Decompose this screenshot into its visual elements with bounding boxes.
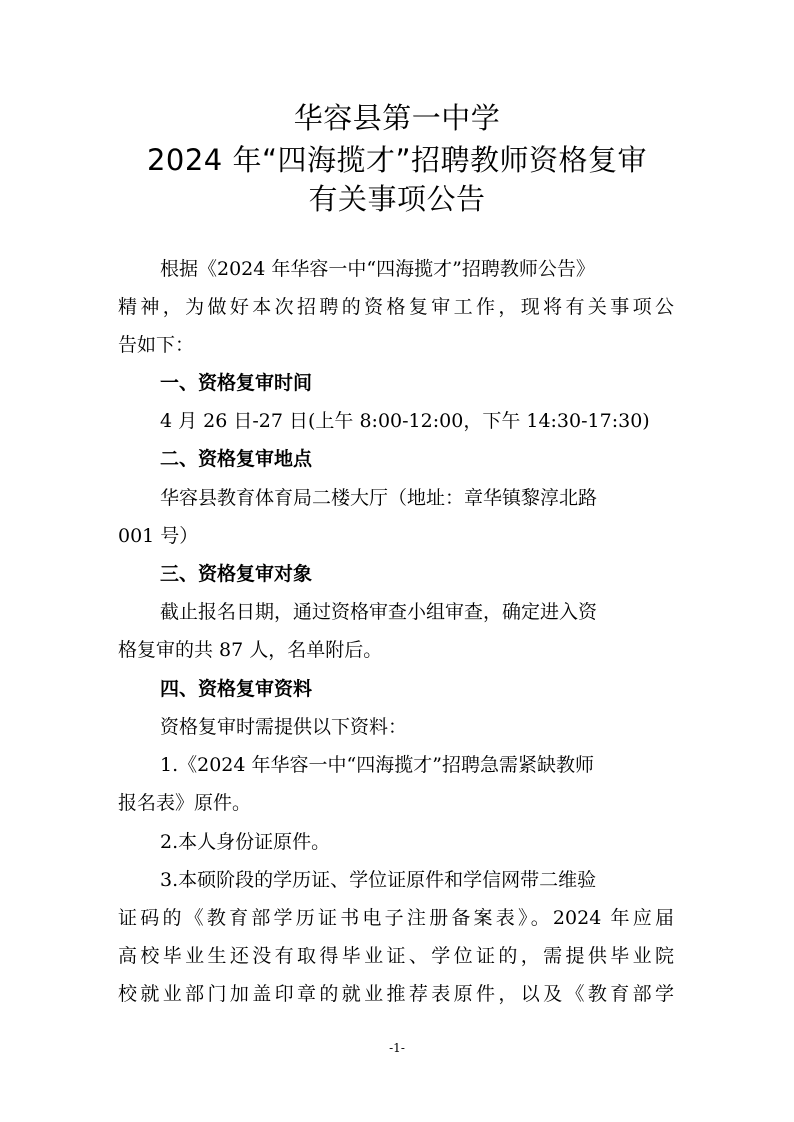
list-item-1-line-1: 1.《2024 年华容一中“四海揽才”招聘急需紧缺教师	[160, 754, 594, 776]
section-2-text-line-1: 华容县教育体育局二楼大厅（地址：章华镇黎淳北路	[160, 487, 598, 509]
list-item-3-line-4: 校就业部门加盖印章的就业推荐表原件，以及《教育部学	[118, 983, 674, 1005]
section-3-text-line-2: 格复审的共 87 人，名单附后。	[118, 639, 383, 661]
title-line-3: 有关事项公告	[308, 182, 486, 216]
section-4-intro: 资格复审时需提供以下资料：	[160, 716, 408, 738]
title-line-1: 华容县第一中学	[293, 101, 501, 135]
page-number: -1-	[389, 1041, 405, 1055]
list-item-1-line-2: 报名表》原件。	[118, 792, 252, 814]
section-2-heading: 二、资格复审地点	[160, 448, 313, 470]
section-4-heading: 四、资格复审资料	[160, 678, 313, 700]
list-item-3-line-2: 证码的《教育部学历证书电子注册备案表》。2024 年应届	[118, 907, 674, 929]
list-item-3-line-1: 3.本硕阶段的学历证、学位证原件和学信网带二维验	[160, 869, 597, 891]
intro-line-2: 精神，为做好本次招聘的资格复审工作，现将有关事项公	[118, 296, 674, 318]
section-3-heading: 三、资格复审对象	[160, 563, 313, 585]
section-2-text-line-2: 001 号）	[118, 525, 199, 547]
intro-line-1: 根据《2024 年华容一中“四海揽才”招聘教师公告》	[160, 258, 595, 280]
section-3-text-line-1: 截止报名日期，通过资格审查小组审查，确定进入资	[160, 601, 598, 623]
title-line-2: 2024 年“四海揽才”招聘教师资格复审	[146, 143, 648, 177]
list-item-3-line-3: 高校毕业生还没有取得毕业证、学位证的，需提供毕业院	[118, 945, 674, 967]
section-1-text: 4 月 26 日-27 日(上午 8:00-12:00，下午 14:30-17:30)	[160, 410, 650, 432]
intro-line-3: 告如下：	[118, 334, 195, 356]
section-1-heading: 一、资格复审时间	[160, 372, 313, 394]
list-item-2: 2.本人身份证原件。	[160, 831, 331, 853]
